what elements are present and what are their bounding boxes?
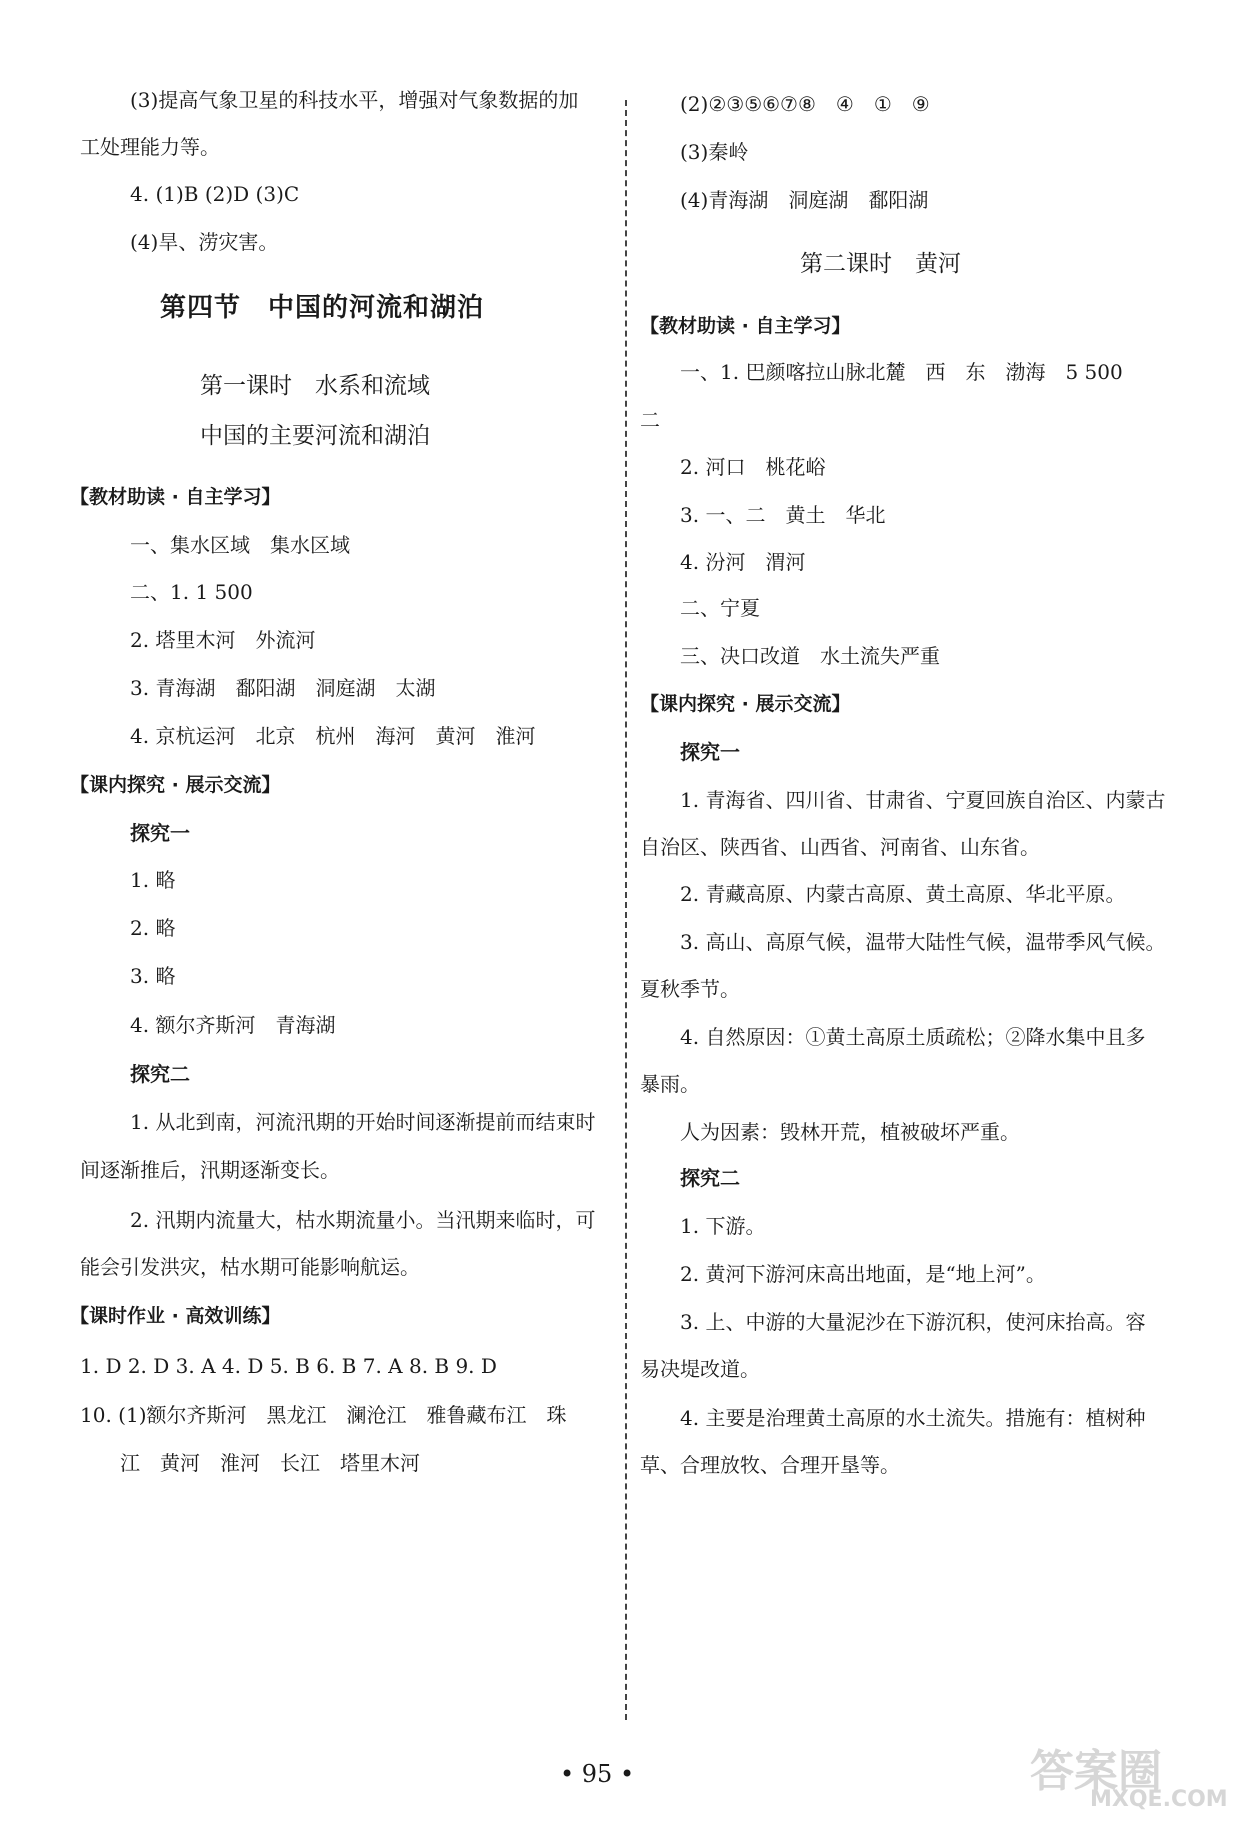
answer-line: 2. 青藏高原、内蒙古高原、黄土高原、华北平原。 [680, 882, 1126, 906]
answer-line: 二 [640, 408, 660, 432]
answer-line: 4. 汾河 渭河 [680, 550, 806, 574]
lesson-title: 第一课时 水系和流域 [200, 373, 430, 399]
heading-explore: 【课内探究 · 展示交流】 [70, 774, 281, 796]
heading-study: 【教材助读 · 自主学习】 [640, 315, 851, 337]
answer-line: 易决堤改道。 [640, 1357, 760, 1381]
heading-explore: 【课内探究 · 展示交流】 [640, 693, 851, 715]
answer-line: 工处理能力等。 [80, 135, 220, 159]
answer-line: 4. 主要是治理黄土高原的水土流失。措施有：植树种 [680, 1406, 1146, 1430]
page-number: • 95 • [560, 1760, 635, 1788]
answer-line: 间逐渐推后，汛期逐渐变长。 [80, 1158, 340, 1182]
watermark-logo [1030, 1735, 1230, 1815]
answer-line: (4)青海湖 洞庭湖 鄱阳湖 [680, 188, 929, 212]
answer-line: 4. (1)B (2)D (3)C [130, 182, 300, 206]
watermark-main: 答案圈 [1030, 1746, 1162, 1797]
answer-line: 1. 青海省、四川省、甘肃省、宁夏回族自治区、内蒙古 [680, 788, 1166, 812]
heading-homework: 【课时作业 · 高效训练】 [70, 1305, 281, 1327]
explore-one-heading: 探究一 [680, 740, 740, 764]
answer-line: (4)旱、涝灾害。 [130, 230, 279, 254]
answer-line: 4. 自然原因：①黄土高原土质疏松；②降水集中且多 [680, 1025, 1146, 1049]
answer-line: 1. 从北到南，河流汛期的开始时间逐渐提前而结束时 [130, 1110, 596, 1134]
explore-two-heading: 探究二 [680, 1166, 740, 1190]
answer-line: 能会引发洪灾，枯水期可能影响航运。 [80, 1255, 420, 1279]
answer-line: 夏秋季节。 [640, 977, 740, 1001]
answer-line: (2)②③⑤⑥⑦⑧ ④ ① ⑨ [680, 92, 930, 116]
answer-line: 4. 京杭运河 北京 杭州 海河 黄河 淮河 [130, 724, 536, 748]
explore-one-heading: 探究一 [130, 821, 190, 845]
lesson-title: 第二课时 黄河 [800, 251, 961, 277]
answer-line: 1. D 2. D 3. A 4. D 5. B 6. B 7. A 8. B 9. D [80, 1354, 497, 1378]
heading-study: 【教材助读 · 自主学习】 [70, 486, 281, 508]
answer-line: 2. 塔里木河 外流河 [130, 628, 316, 652]
column-divider [625, 100, 627, 1720]
answer-line: (3)秦岭 [680, 140, 749, 164]
answer-line: 一、集水区域 集水区域 [130, 533, 350, 557]
answer-line: 3. 一、二 黄土 华北 [680, 503, 886, 527]
answer-line: 2. 河口 桃花峪 [680, 455, 826, 479]
answer-line: 1. 下游。 [680, 1214, 766, 1238]
answer-line: 二、1. 1 500 [130, 580, 253, 604]
explore-two-heading: 探究二 [130, 1062, 190, 1086]
answer-line: 3. 青海湖 鄱阳湖 洞庭湖 太湖 [130, 676, 436, 700]
answer-line: 二、宁夏 [680, 596, 760, 620]
answer-line: 1. 略 [130, 868, 176, 892]
answer-line: 4. 额尔齐斯河 青海湖 [130, 1013, 336, 1037]
answer-line: 3. 略 [130, 964, 176, 988]
answer-line: 一、1. 巴颜喀拉山脉北麓 西 东 渤海 5 500 [680, 360, 1123, 384]
answer-line: 三、决口改道 水土流失严重 [680, 644, 940, 668]
answer-line: 2. 汛期内流量大，枯水期流量小。当汛期来临时，可 [130, 1208, 596, 1232]
section-title: 第四节 中国的河流和湖泊 [160, 293, 485, 323]
answer-line: 3. 高山、高原气候，温带大陆性气候，温带季风气候。 [680, 930, 1166, 954]
answer-line: 江 黄河 淮河 长江 塔里木河 [120, 1451, 420, 1475]
answer-line: 2. 黄河下游河床高出地面，是“地上河”。 [680, 1262, 1046, 1286]
answer-line: 自治区、陕西省、山西省、河南省、山东省。 [640, 835, 1040, 859]
answer-line: (3)提高气象卫星的科技水平，增强对气象数据的加 [130, 88, 579, 112]
answer-line: 暴雨。 [640, 1072, 700, 1096]
answer-line: 10. (1)额尔齐斯河 黑龙江 澜沧江 雅鲁藏布江 珠 [80, 1403, 567, 1427]
answer-line: 3. 上、中游的大量泥沙在下游沉积，使河床抬高。容 [680, 1310, 1146, 1334]
answer-line: 2. 略 [130, 916, 176, 940]
lesson-subtitle: 中国的主要河流和湖泊 [200, 423, 430, 449]
watermark-sub: MXQE.COM [1090, 1787, 1228, 1812]
answer-line: 草、合理放牧、合理开垦等。 [640, 1453, 900, 1477]
answer-line: 人为因素：毁林开荒，植被破坏严重。 [680, 1120, 1020, 1144]
